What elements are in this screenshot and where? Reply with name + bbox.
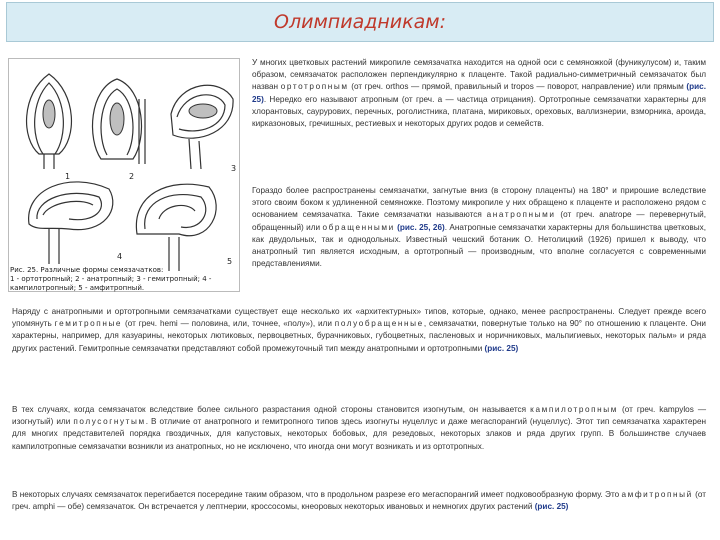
figure-caption (10, 266, 236, 293)
figure-label-5: 5 (227, 257, 233, 266)
text-run: В некоторых случаях семязачаток перегибается посередине таким образом, что в продольном разрезе его мегаспорангий имеет подковообразную форму. Это (12, 490, 620, 499)
text-run: (от греч. orthos — прямой, правильный и tropos — поворот, направление) или прямым (351, 82, 684, 92)
paragraph-orthotropous (252, 57, 706, 130)
term-hemitropous: гемитропные (54, 319, 123, 329)
caption-line: Рис. 25. Различные формы семязачатков: (10, 266, 164, 274)
paragraph-campylotropous (12, 404, 706, 453)
text-run: Гораздо более распространены семязачатки, загнутые вниз (в сторону плаценты) на 180° и прирошие вследствие этого своим боком к удлиненной семяножке. Поэтому микропиле у них обращено к плаценте и расположено рядом с основанием семязачатка. Такие семязачатки называются (252, 186, 706, 220)
term-inverted: обращенными (322, 222, 395, 232)
term-half-bent: полусогнутым (73, 417, 146, 427)
figure-label-3: 3 (231, 164, 237, 173)
text-run: . Нередко его называют атропным (от греч. a — частица отрицания). Ортотропные семязачатки характерны для хлорантовых, саурурових, перечных, роголистника, платана, мириковых, ореховых, валлизнерии, взморника, ароида, кирказоновых, гречишных, рестиевых и некоторых других родов и семейств. (252, 94, 706, 129)
text-run: (от греч. amphi — обе) семязачаток. Он встречается у лептнерии, кроссосомы, кнеоровых некоторых ивановых и немногих других растений (12, 490, 706, 512)
paragraph-hemitropous (12, 306, 706, 355)
figure-label-1: 1 (65, 172, 71, 181)
term-orthotropous: ортотропным (280, 82, 349, 92)
term-campylotropous: кампилотропным (530, 405, 619, 414)
caption-line: кампилотропный; 5 - амфитропный. (10, 284, 145, 292)
text-run: (от греч. hemi — половина, или, точнее, «полу»), или (124, 319, 332, 329)
paragraph-amphitropous (12, 489, 706, 513)
caption-line: 1 - ортотропный; 2 - анатропный; 3 - гемитропный; 4 - (10, 275, 212, 283)
text-run: (от греч. kampylos — изогнутый) или (12, 405, 707, 427)
figure-reference: (рис. 25) (484, 343, 519, 353)
figure-reference: (рис. 25) (534, 502, 569, 512)
ovule-drawings (9, 59, 239, 291)
text-run: . Анатропные семязачатки характерны для большинства цветковых, как двудольных, так и однодольных. Известный чешский ботаник О. Нетолицкий (1926) пришел к выводу, что анатропный тип является исходным, а ортотропный — производным, что вполне согласуется с современными представлениями. (252, 222, 707, 269)
text-run: Наряду с анатропными и ортотропными семязачатками существует еще несколько их «архитектурных» типов, которые, однако, менее распространены. Следует прежде всего упомянуть (12, 307, 706, 329)
ovule-figure (8, 58, 240, 292)
term-half-inverted: полуобращенные (334, 319, 424, 329)
text-run: (от греч. anatrope — перевернутый, обращенный) или (252, 210, 706, 232)
figure-reference: (рис. 25, 26) (397, 222, 445, 232)
figure-reference: (рис. 25) (252, 82, 707, 104)
term-amphitropous: амфитропный (621, 490, 693, 499)
slide-title: Олимпиадникам: (274, 11, 446, 33)
text-run: В тех случаях, когда семязачаток вследствие более сильного разрастания одной стороны становится изогнутым, он называется (12, 405, 527, 414)
paragraph-anatropous (252, 185, 706, 270)
text-run: , семязачатки, повернутые только на 90° по отношению к плаценте. Они характерны, например, для казуарины, некоторых лютиковых, первоцветных, бурачниковых, губоцветных, пасленовых и норичниковых, мальпигиевых, некоторых пальм» и ряда других растений. Гемитропные семязачатки представляют собой промежуточный тип между анатропными и ортотропными (12, 319, 706, 353)
text-run: У многих цветковых растений микропиле семязачатка находится на одной оси с семяножкой (фуникулусом) и, таким образом, семязачаток расположен перпендикулярно к плаценте. Такой радиально-симметричный семязачаток был назван (252, 58, 706, 92)
text-run: . В отличие от анатропного и гемитропного типов здесь изогнуты нуцеллус и даже мегаспорангий (нуцеллус). Этот тип семязачатка характерен для многих представителей порядка гвоздичных, для капустовых, некоторых бобовых, для резедовых, некоторых злаков и ряда других групп. В большинстве случаев кампилотропные семязачатки возникли из анатропных, но не исключено, что иногда они могут возникать и из ортотропных. (12, 417, 707, 451)
figure-label-2: 2 (129, 172, 135, 181)
term-anatropous: анатропными (486, 210, 556, 220)
figure-label-4: 4 (117, 252, 123, 261)
slide-header (6, 2, 714, 42)
